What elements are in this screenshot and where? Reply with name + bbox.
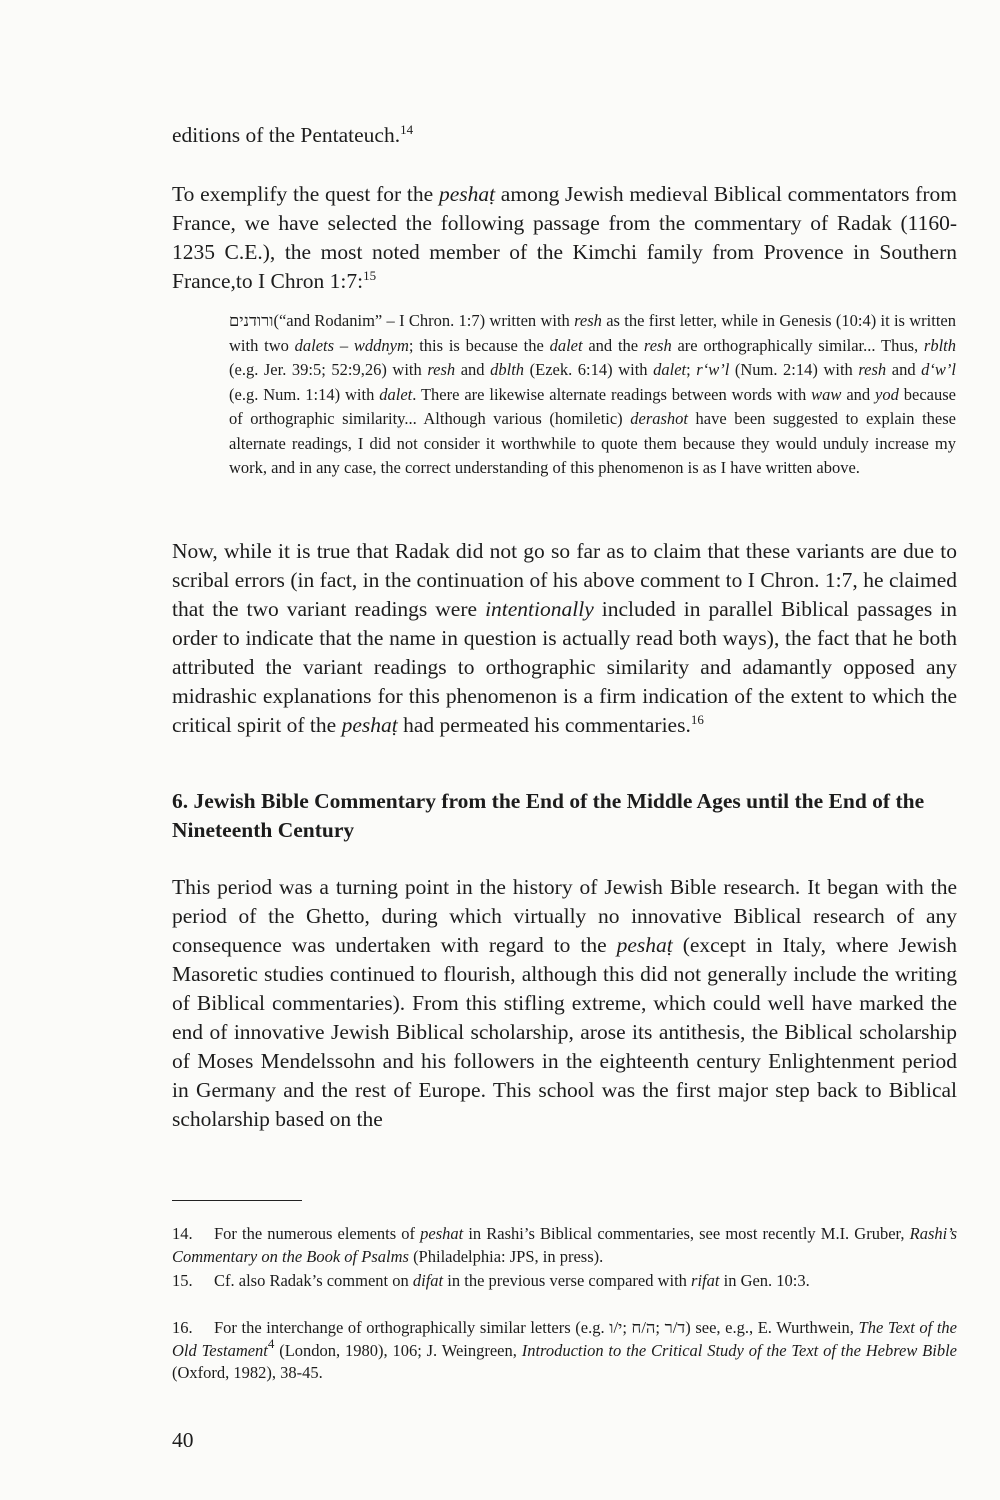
footnote-text: (Oxford, 1982), 38-45. [172,1363,323,1382]
footnote-text: in the previous verse compared with [443,1271,692,1290]
footnote-number: 14. [172,1224,193,1243]
quote-text: and the [582,335,644,355]
footnote-text: For the interchange of orthographically similar letters (e.g. [214,1318,610,1337]
italic-term: r‘w’l [696,360,730,379]
paragraph-text: To exemplify the quest for the [172,182,439,206]
italic-term: derashot [630,409,688,428]
italic-term: d‘w’l [921,360,957,379]
quote-text: are orthographically similar... Thus, [671,335,924,355]
paragraph-text: (except in Italy, where Jewish Masoretic studies continued to flourish, although this did not generally include the writing of Biblical commentaries). From this stifling extreme, which could well have marked the end of innovative Jewish Biblical scholarship, arose its antithesis, the Biblical scholarship of Moses Mendelssohn and his followers in the eighteenth century Enlightenment period in Germany and the rest of Europe. This school was the first major step back to Biblical scholarship based on the [172,933,957,1131]
italic-term: waw [811,384,842,404]
quote-text: because of orthographic similarity... Although various (homiletic) [229,384,956,428]
italic-term: rblth [923,335,956,355]
quote-text: (e.g. Num. 1:14) with [229,384,380,404]
paragraph-period [172,873,957,1134]
footnote-number: 15. [172,1271,193,1290]
footnote-14 [172,1223,957,1268]
italic-term: resh [427,360,456,379]
footnote-text: in Rashi’s Biblical commentaries, see most recently M.I. Gruber, [463,1224,910,1243]
footnote-divider [172,1200,302,1201]
quote-text: (Ezek. 6:14) with [524,360,654,379]
footnote-ref-16: 16 [690,712,704,727]
italic-term: peshat [420,1224,464,1243]
quote-text: . There are likewise alternate readings between words with [412,384,812,404]
paragraph-text: among Jewish medieval Biblical commentators from France, we have selected the following passage from the commentary of Radak (1160-1235 C.E.), the most noted member of the Kimchi family from Provence in Southern France,to I Chron 1:7: [172,182,957,293]
italic-term: peshaṭ [341,713,398,737]
italic-term: dblth [490,360,525,379]
paragraph-text: had permeated his commentaries. [397,713,691,737]
edition-superscript: 4 [267,1335,275,1351]
block-quote-radak [229,309,956,481]
footnote-16 [172,1317,957,1385]
italic-term: dalets – wddnym [294,335,409,355]
italic-term: yod [875,384,899,404]
quote-text: (Num. 2:14) with [729,360,859,379]
footnote-text: (Philadelphia: JPS, in press). [408,1246,604,1266]
footnote-text: For the numerous elements of [214,1224,421,1243]
page-number: 40 [172,1428,194,1452]
paragraph-radak-analysis [172,537,957,740]
footnote-text: (London, 1980), 106; J. Weingreen, [274,1340,522,1360]
italic-term: dalet [653,360,687,379]
italic-term: rifat [691,1271,720,1290]
paragraph-continuation [172,121,957,150]
paragraph-text: editions of the Pentateuch. [172,123,401,147]
italic-term: intentionally [485,597,594,621]
quote-text: and [886,360,922,379]
italic-term: peshaṭ [438,182,496,206]
quote-text: ; [686,360,697,379]
italic-title: The Text of the Old Testament [172,1318,958,1360]
italic-title: Rashi’s Commentary on the Book of Psalms [172,1224,957,1266]
italic-term: dalet [379,384,413,404]
quote-text: (e.g. Jer. 39:5; 52:9,26) with [229,360,428,379]
footnote-number: 16. [172,1318,193,1337]
paragraph-text: included in parallel Biblical passages in order to indicate that the name in question is actually read both ways), the fact that he both attributed the variant readings to orthographic similarity and adamantly opposed any midrashic explanations for this phenomenon is a firm indication of the extent to which the critical spirit of the [172,597,957,737]
paragraph-radak-intro [172,180,957,296]
quote-text: as the first letter, while in Genesis (10:4) it is written with two [229,311,957,355]
quote-text: ; this is because the [408,335,550,355]
italic-term: difat [412,1271,444,1290]
footnote-ref-15: 15 [363,268,377,283]
footnote-text: Cf. also Radak’s comment on [214,1271,413,1290]
italic-term: resh [574,311,602,330]
hebrew-letters: ד/ר ;ה/ח ;י/ו [609,1318,686,1337]
quote-text: (“and Rodanim” – I Chron. 1:7) written with [273,311,575,330]
quote-text: have been suggested to explain these alternate readings, I did not consider it worthwhile to quote them because they would unduly increase my work, and in any case, the correct understanding of this phenomenon is as I have written above. [229,409,957,477]
italic-term: resh [858,360,887,379]
hebrew-word: ורודנים [229,311,274,330]
section-heading: 6. Jewish Bible Commentary from the End of the Middle Ages until the End of the Nineteenth Century [172,789,925,842]
quote-text: and [841,384,876,404]
footnote-ref-14: 14 [400,122,414,137]
italic-term: resh [643,335,672,355]
paragraph-text: Now, while it is true that Radak did not go so far as to claim that these variants are due to scribal errors (in fact, in the continuation of his above comment to I Chron. 1:7, he claimed that the two variant readings were [172,539,957,621]
paragraph-text: This period was a turning point in the history of Jewish Bible research. It began with the period of the Ghetto, during which virtually no innovative Biblical research of any consequence was undertaken with regard to the [172,875,957,957]
italic-title: Introduction to the Critical Study of the Text of the Hebrew Bible [521,1340,957,1360]
footnote-text: ) see, e.g., E. Wurthwein, [685,1318,859,1337]
footnote-15 [172,1270,957,1293]
italic-term: dalet [549,335,583,355]
footnote-text: in Gen. 10:3. [719,1271,810,1290]
quote-text: and [455,360,491,379]
italic-term: peshaṭ [616,933,673,957]
